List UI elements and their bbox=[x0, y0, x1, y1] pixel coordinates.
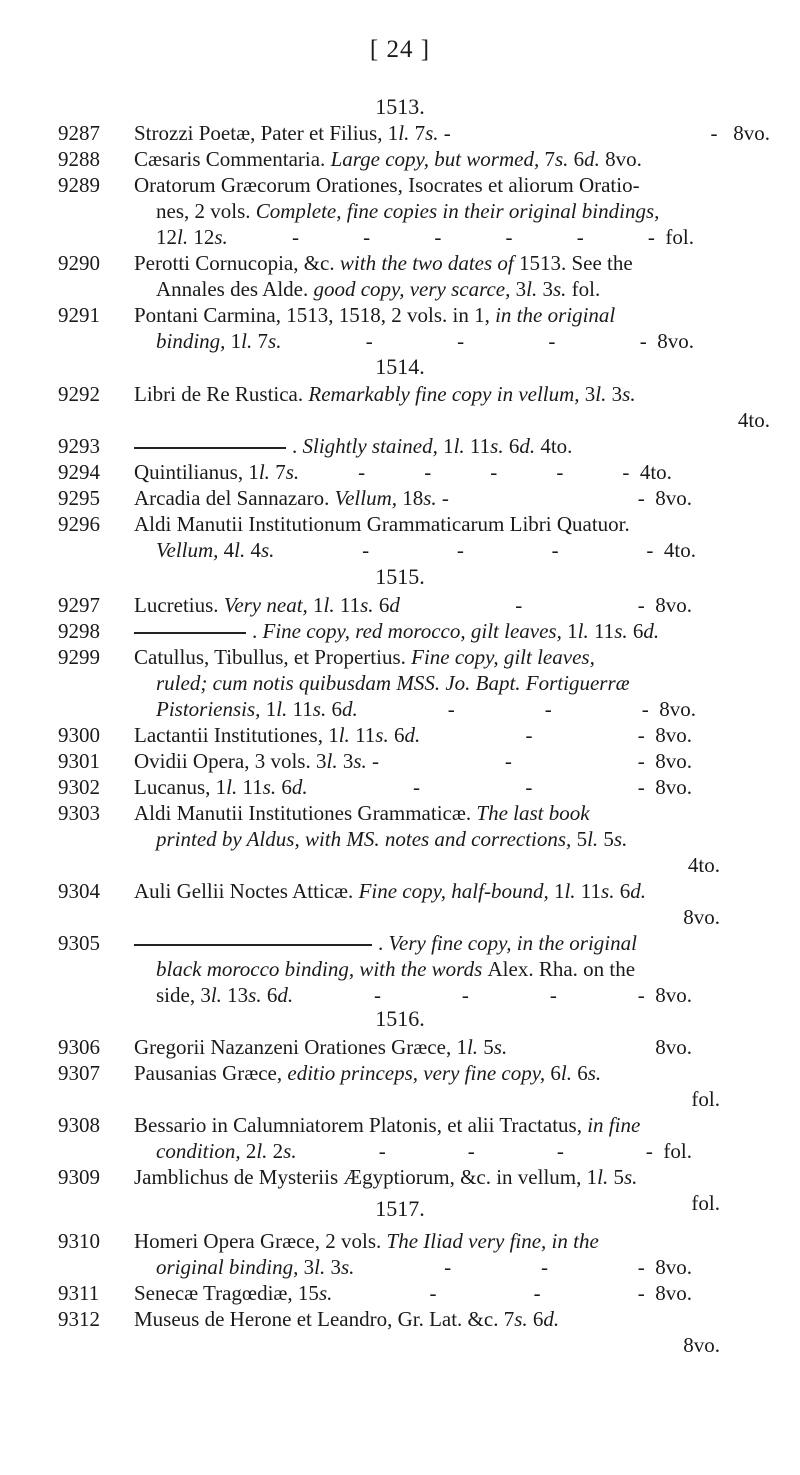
lot-number: 9289 bbox=[58, 173, 100, 197]
year-heading: 1517. bbox=[375, 1196, 425, 1221]
entry-line: Ovidii Opera, 3 vols. 3l. 3s. - - - 8vo. bbox=[134, 749, 692, 773]
lot-number: 9304 bbox=[58, 879, 100, 903]
entry-line: 8vo. bbox=[683, 905, 720, 929]
entry-line: Catullus, Tibullus, et Propertius. Fine copy, gilt leaves, bbox=[134, 645, 595, 669]
lot-number: 9310 bbox=[58, 1229, 100, 1253]
lot-number: 9291 bbox=[58, 303, 100, 327]
lot-number: 9293 bbox=[58, 434, 100, 458]
entry-line: Senecæ Tragœdiæ, 15s. - - - 8vo. bbox=[134, 1281, 692, 1305]
entry-line: Lucanus, 1l. 11s. 6d. - - - 8vo. bbox=[134, 775, 692, 799]
entry-line: Arcadia del Sannazaro. Vellum, 18s. - - 8vo. bbox=[134, 486, 692, 510]
entry-line: Cæsaris Commentaria. Large copy, but wormed, 7s. 6d. 8vo. bbox=[134, 147, 642, 171]
entry-line: Pontani Carmina, 1513, 1518, 2 vols. in 1, in the original bbox=[134, 303, 616, 327]
entry-line: ruled; cum notis quibusdam MSS. Jo. Bapt. Fortiguerræ bbox=[156, 671, 630, 695]
entry-line: . Slightly stained, 1l. 11s. 6d. 4to. bbox=[134, 433, 572, 459]
entry-line: nes, 2 vols. Complete, fine copies in their original bindings, bbox=[156, 199, 660, 223]
entry-line: Perotti Cornucopia, &c. with the two dates of 1513. See the bbox=[134, 251, 633, 275]
lot-number: 9297 bbox=[58, 593, 100, 617]
entry-line: side, 3l. 13s. 6d. - - - - 8vo. bbox=[156, 983, 692, 1007]
entry-line: fol. bbox=[691, 1087, 720, 1111]
entry-line: Quintilianus, 1l. 7s. - - - - - 4to. bbox=[134, 460, 672, 484]
entry-line: Pistoriensis, 1l. 11s. 6d. - - - 8vo. bbox=[156, 697, 696, 721]
lot-number: 9305 bbox=[58, 931, 100, 955]
entry-line: 4to. bbox=[737, 408, 770, 432]
lot-number: 9301 bbox=[58, 749, 100, 773]
entry-line: Lucretius. Very neat, 1l. 11s. 6d - - 8vo. bbox=[134, 593, 692, 617]
entry-line: Gregorii Nazanzeni Orationes Græce, 1l. 5s. 8vo. bbox=[134, 1035, 692, 1059]
entry-line: Aldi Manutii Institutionum Grammaticarum Libri Quatuor. bbox=[134, 512, 630, 536]
entry-line: Lactantii Institutiones, 1l. 11s. 6d. - - 8vo. bbox=[134, 723, 692, 747]
lot-number: 9303 bbox=[58, 801, 100, 825]
lot-number: 9298 bbox=[58, 619, 100, 643]
lot-number: 9299 bbox=[58, 645, 100, 669]
lot-number: 9306 bbox=[58, 1035, 100, 1059]
entry-line: 12l. 12s. - - - - - - fol. bbox=[156, 225, 694, 249]
entry-line: printed by Aldus, with MS. notes and corrections, 5l. 5s. bbox=[156, 827, 628, 851]
lot-number: 9295 bbox=[58, 486, 100, 510]
lot-number: 9290 bbox=[58, 251, 100, 275]
entry-line: Oratorum Græcorum Orationes, Isocrates et aliorum Oratio- bbox=[134, 173, 640, 197]
lot-number: 9288 bbox=[58, 147, 100, 171]
entry-line: . Fine copy, red morocco, gilt leaves, 1l. 11s. 6d. bbox=[134, 618, 659, 644]
entry-line: . Very fine copy, in the original bbox=[134, 930, 637, 956]
entry-line: Annales des Alde. good copy, very scarce, 3l. 3s. fol. bbox=[156, 277, 601, 301]
entry-line: Aldi Manutii Institutiones Grammaticæ. The last book bbox=[134, 801, 590, 825]
entry-line: Homeri Opera Græce, 2 vols. The Iliad very fine, in the bbox=[134, 1229, 599, 1253]
lot-number: 9312 bbox=[58, 1307, 100, 1331]
entry-line-text bbox=[0, 0, 1, 1]
entry-line: fol. bbox=[691, 1191, 720, 1215]
lot-number: 9302 bbox=[58, 775, 100, 799]
lot-number: 9296 bbox=[58, 512, 100, 536]
year-heading: 1516. bbox=[375, 1006, 425, 1031]
entry-line: original binding, 3l. 3s. - - - 8vo. bbox=[156, 1255, 692, 1279]
year-heading: 1514. bbox=[375, 354, 425, 379]
year-heading: 1515. bbox=[375, 564, 425, 589]
lot-number: 9300 bbox=[58, 723, 100, 747]
lot-number: 9308 bbox=[58, 1113, 100, 1137]
lot-number: 9287 bbox=[58, 121, 100, 145]
lot-number: 9311 bbox=[58, 1281, 100, 1305]
entry-line: Auli Gellii Noctes Atticæ. Fine copy, half-bound, 1l. 11s. 6d. bbox=[134, 879, 646, 903]
entry-line: condition, 2l. 2s. - - - - fol. bbox=[156, 1139, 692, 1163]
lot-number: 9309 bbox=[58, 1165, 100, 1189]
lot-number: 9294 bbox=[58, 460, 100, 484]
entry-line: Jamblichus de Mysteriis Ægyptiorum, &c. in vellum, 1l. 5s. bbox=[134, 1165, 638, 1189]
entry-line: Libri de Re Rustica. Remarkably fine copy in vellum, 3l. 3s. bbox=[134, 382, 636, 406]
entry-line: Bessario in Calumniatorem Platonis, et alii Tractatus, in fine bbox=[134, 1113, 641, 1137]
entry-line: 4to. bbox=[687, 853, 720, 877]
entry-line: Museus de Herone et Leandro, Gr. Lat. &c. 7s. 6d. bbox=[134, 1307, 560, 1331]
entry-text-mirror bbox=[0, 0, 1, 1]
entry-line: Pausanias Græce, editio princeps, very fine copy, 6l. 6s. bbox=[134, 1061, 602, 1085]
entry-line: 8vo. bbox=[683, 1333, 720, 1357]
lot-number: 9292 bbox=[58, 382, 100, 406]
entry-line: Vellum, 4l. 4s. - - - - 4to. bbox=[156, 538, 696, 562]
entry-line: Strozzi Poetæ, Pater et Filius, 1l. 7s. - - 8vo. bbox=[134, 121, 770, 145]
entry-line: black morocco binding, with the words Alex. Rha. on the bbox=[156, 957, 636, 981]
year-heading: 1513. bbox=[375, 94, 425, 119]
lot-number: 9307 bbox=[58, 1061, 100, 1085]
entry-line: binding, 1l. 7s. - - - - 8vo. bbox=[156, 329, 694, 353]
page-number: [ 24 ] bbox=[369, 36, 431, 63]
